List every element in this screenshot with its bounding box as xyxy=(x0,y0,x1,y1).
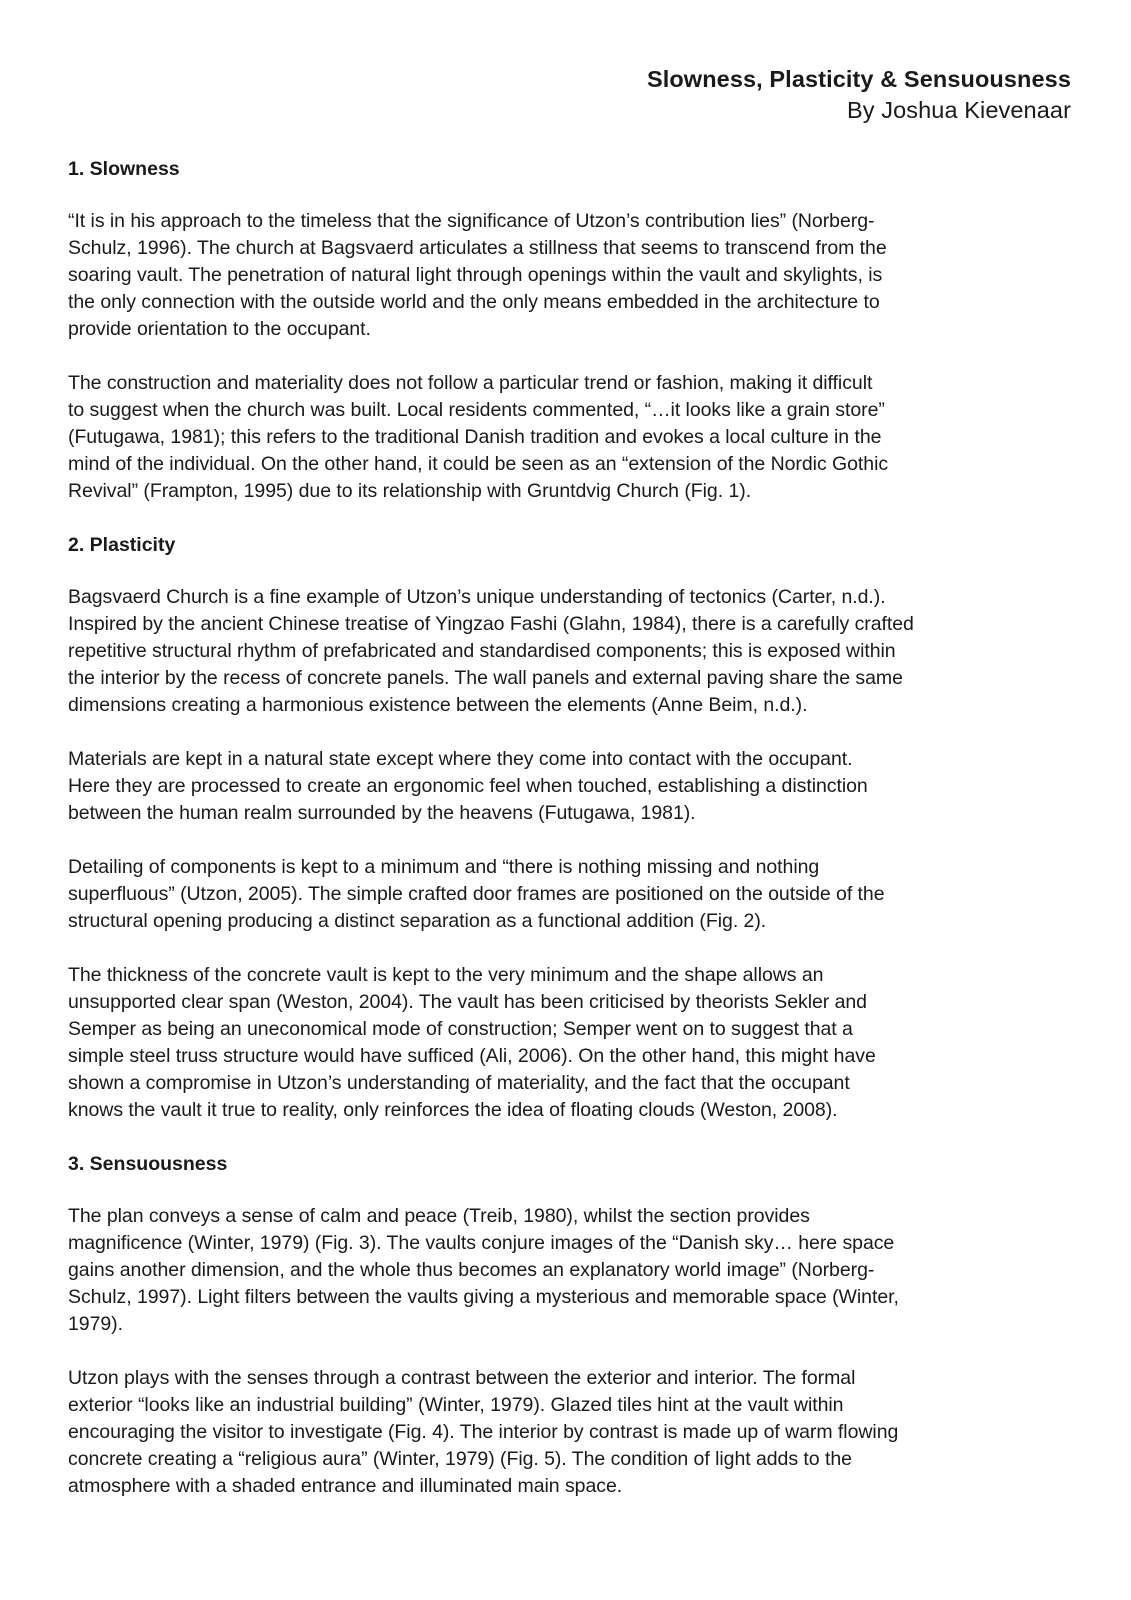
paragraph-line: The thickness of the concrete vault is kept to the very minimum and the shape allows an xyxy=(68,964,824,986)
section-1 xyxy=(68,156,1071,505)
section-heading: 3. Sensuousness xyxy=(68,1153,228,1175)
paragraph-line: The construction and materiality does not follow a particular trend or fashion, making it difficult xyxy=(68,372,873,394)
paragraph-line: knows the vault it true to reality, only reinforces the idea of floating clouds (Weston, 2008). xyxy=(68,1099,838,1121)
paragraph-line: Bagsvaerd Church is a fine example of Utzon’s unique understanding of tectonics (Carter, n.d.). xyxy=(68,586,886,608)
paragraph-line: the interior by the recess of concrete panels. The wall panels and external paving share the same xyxy=(68,667,903,689)
paragraph-line: Revival” (Frampton, 1995) due to its relationship with Gruntdvig Church (Fig. 1). xyxy=(68,480,752,502)
section-heading: 2. Plasticity xyxy=(68,534,176,556)
paragraph-line: superfluous” (Utzon, 2005). The simple crafted door frames are positioned on the outside of the xyxy=(68,883,885,905)
paragraph-line: magnificence (Winter, 1979) (Fig. 3). The vaults conjure images of the “Danish sky… here space xyxy=(68,1232,895,1254)
paragraph-line: Here they are processed to create an ergonomic feel when touched, establishing a distinction xyxy=(68,775,868,797)
paragraph-line: repetitive structural rhythm of prefabricated and standardised components; this is exposed within xyxy=(68,640,896,662)
paragraph-line: “It is in his approach to the timeless that the significance of Utzon’s contribution lies” (Norberg- xyxy=(68,210,875,232)
paragraph-line: Inspired by the ancient Chinese treatise of Yingzao Fashi (Glahn, 1984), there is a carefully crafted xyxy=(68,613,914,635)
paragraph-line: structural opening producing a distinct separation as a functional addition (Fig. 2). xyxy=(68,910,767,932)
paragraph-line: 1979). xyxy=(68,1313,123,1335)
paragraph xyxy=(68,962,1071,1124)
document-author: By Joshua Kievenaar xyxy=(847,97,1071,123)
paragraph-line: atmosphere with a shaded entrance and illuminated main space. xyxy=(68,1475,623,1497)
paragraph-line: dimensions creating a harmonious existence between the elements (Anne Beim, n.d.). xyxy=(68,694,808,716)
paragraph-line: The plan conveys a sense of calm and peace (Treib, 1980), whilst the section provides xyxy=(68,1205,810,1227)
paragraph xyxy=(68,208,1071,343)
paragraph-line: (Futugawa, 1981); this refers to the traditional Danish tradition and evokes a local culture in the xyxy=(68,426,882,448)
paragraph-line: Materials are kept in a natural state except where they come into contact with the occupant. xyxy=(68,748,853,770)
paragraph-line: mind of the individual. On the other hand, it could be seen as an “extension of the Nordic Gothic xyxy=(68,453,889,475)
paragraph-line: Detailing of components is kept to a minimum and “there is nothing missing and nothing xyxy=(68,856,820,878)
paragraph-line: encouraging the visitor to investigate (Fig. 4). The interior by contrast is made up of warm flowing xyxy=(68,1421,899,1443)
document-body xyxy=(68,156,1071,1500)
paragraph-line: simple steel truss structure would have sufficed (Ali, 2006). On the other hand, this might have xyxy=(68,1045,876,1067)
paragraph-line: the only connection with the outside world and the only means embedded in the architecture to xyxy=(68,291,880,313)
paragraph xyxy=(68,370,1071,505)
section-2 xyxy=(68,532,1071,1124)
paragraph-line: soaring vault. The penetration of natural light through openings within the vault and skylights, is xyxy=(68,264,883,286)
document-title: Slowness, Plasticity & Sensuousness xyxy=(646,66,1071,92)
paragraph-line: Utzon plays with the senses through a contrast between the exterior and interior. The formal xyxy=(68,1367,856,1389)
paragraph-line: Schulz, 1996). The church at Bagsvaerd articulates a stillness that seems to transcend from the xyxy=(68,237,887,259)
paragraph-line: gains another dimension, and the whole thus becomes an explanatory world image” (Norberg- xyxy=(68,1259,875,1281)
paragraph-line: provide orientation to the occupant. xyxy=(68,318,371,340)
paragraph-line: Semper as being an uneconomical mode of construction; Semper went on to suggest that a xyxy=(68,1018,853,1040)
paragraph-line: unsupported clear span (Weston, 2004). The vault has been criticised by theorists Sekler and xyxy=(68,991,867,1013)
paragraph xyxy=(68,584,1071,719)
paragraph-line: between the human realm surrounded by the heavens (Futugawa, 1981). xyxy=(68,802,696,824)
paragraph-line: concrete creating a “religious aura” (Winter, 1979) (Fig. 5). The condition of light adds to the xyxy=(68,1448,852,1470)
paragraph-line: exterior “looks like an industrial building” (Winter, 1979). Glazed tiles hint at the vault within xyxy=(68,1394,844,1416)
section-3 xyxy=(68,1151,1071,1500)
paragraph-line: Schulz, 1997). Light filters between the vaults giving a mysterious and memorable space (Winter, xyxy=(68,1286,899,1308)
paragraph-line: to suggest when the church was built. Local residents commented, “…it looks like a grain store” xyxy=(68,399,885,421)
document-header xyxy=(68,64,1071,126)
paragraph xyxy=(68,854,1071,935)
paragraph xyxy=(68,746,1071,827)
section-heading: 1. Slowness xyxy=(68,158,180,180)
paragraph xyxy=(68,1365,1071,1500)
paragraph-line: shown a compromise in Utzon’s understanding of materiality, and the fact that the occupant xyxy=(68,1072,850,1094)
paragraph xyxy=(68,1203,1071,1338)
